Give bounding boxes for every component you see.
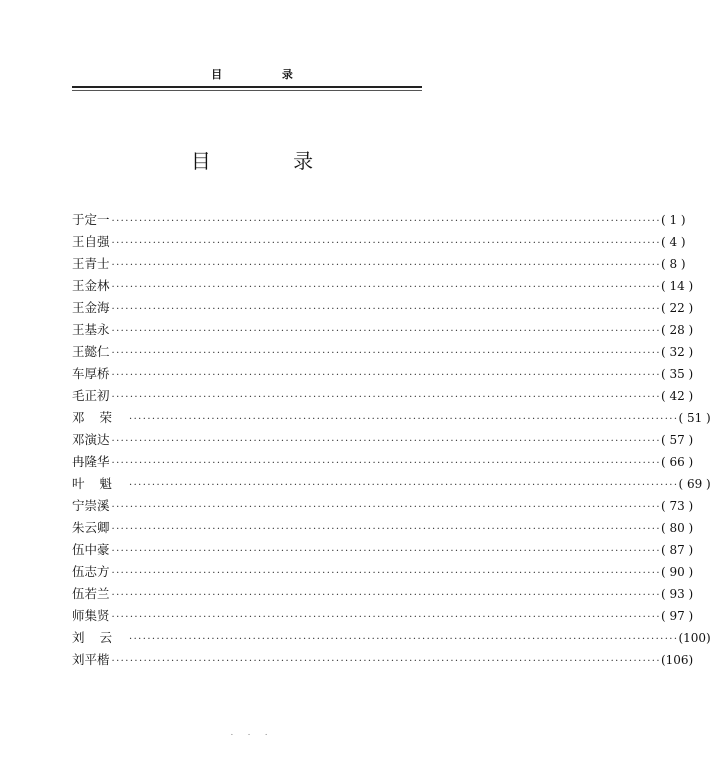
toc-entry-page: ( 22 ) — [660, 301, 694, 315]
toc-entry-page: (106) — [660, 653, 694, 667]
toc-dot-leader: ························································································································ — [111, 568, 661, 579]
toc-entry-page: ( 1 ) — [660, 213, 686, 227]
toc-dot-leader: ························································································································ — [111, 326, 661, 337]
toc-dot-leader: ························································································································ — [111, 260, 661, 271]
toc-entry[interactable] — [72, 650, 694, 672]
toc-entry[interactable] — [72, 276, 694, 298]
toc-entry-page: ( 8 ) — [660, 257, 686, 271]
toc-entry-name: 伍志方 — [72, 564, 110, 579]
header-rule-thin — [72, 90, 422, 91]
toc-entry-name: 于定一 — [72, 212, 110, 227]
footer-marks: . . . — [230, 728, 274, 737]
toc-entry[interactable] — [72, 408, 711, 430]
toc-dot-leader: ························································································································ — [111, 370, 661, 381]
toc-entry[interactable] — [72, 298, 694, 320]
toc-dot-leader: ························································································································ — [111, 524, 661, 535]
toc-entry-name: 叶魁 — [72, 476, 128, 491]
page-title: 目 录 — [190, 149, 352, 173]
toc-entry-page: ( 14 ) — [660, 279, 694, 293]
toc-dot-leader: ························································································································ — [111, 348, 661, 359]
toc-entry[interactable] — [72, 320, 694, 342]
toc-dot-leader: ························································································································ — [111, 216, 661, 227]
toc-entry-name: 刘云 — [72, 630, 128, 645]
toc-entry[interactable] — [72, 430, 694, 452]
toc-entry-name: 刘平楷 — [72, 652, 110, 667]
toc-dot-leader: ························································································································ — [111, 612, 661, 623]
toc-entry-page: ( 87 ) — [660, 543, 694, 557]
toc-entry-name: 冉隆华 — [72, 454, 110, 469]
toc-entry-page: ( 69 ) — [678, 477, 711, 491]
toc-entry[interactable] — [72, 254, 686, 276]
toc-entry[interactable] — [72, 584, 694, 606]
toc-dot-leader: ························································································································ — [111, 304, 661, 315]
toc-entry-page: ( 73 ) — [660, 499, 694, 513]
toc-entry-page: ( 80 ) — [660, 521, 694, 535]
toc-entry-name: 宁崇溪 — [72, 498, 110, 513]
toc-dot-leader: ························································································································ — [129, 480, 679, 491]
toc-entry-page: ( 35 ) — [660, 367, 694, 381]
toc-entry-name: 邓演达 — [72, 432, 110, 447]
toc-entry-name: 王懿仁 — [72, 344, 110, 359]
toc-dot-leader: ························································································································ — [111, 546, 661, 557]
toc-entry-page: ( 90 ) — [660, 565, 694, 579]
toc-dot-leader: ························································································································ — [111, 590, 661, 601]
toc-entry-page: ( 97 ) — [660, 609, 694, 623]
toc-entry-page: ( 51 ) — [678, 411, 711, 425]
toc-entry-page: ( 42 ) — [660, 389, 694, 403]
toc-dot-leader: ························································································································ — [129, 414, 679, 425]
toc-entry[interactable] — [72, 606, 694, 628]
toc-entry-name: 伍若兰 — [72, 586, 110, 601]
toc-entry-page: ( 4 ) — [660, 235, 686, 249]
toc-entry-name: 王金林 — [72, 278, 110, 293]
toc-entry-page: ( 57 ) — [660, 433, 694, 447]
toc-dot-leader: ························································································································ — [111, 436, 661, 447]
toc-entry[interactable] — [72, 540, 694, 562]
toc-dot-leader: ························································································································ — [111, 458, 661, 469]
running-head: 目 录 — [211, 68, 321, 81]
toc-entry-page: (100) — [678, 631, 711, 645]
toc-entry[interactable] — [72, 628, 711, 650]
toc-entry[interactable] — [72, 474, 711, 496]
toc-entry[interactable] — [72, 496, 694, 518]
toc-entry-name: 师集贤 — [72, 608, 110, 623]
toc-entry[interactable] — [72, 562, 694, 584]
toc-entry-page: ( 28 ) — [660, 323, 694, 337]
toc-entry[interactable] — [72, 518, 694, 540]
toc-dot-leader: ························································································································ — [111, 502, 661, 513]
toc-dot-leader: ························································································································ — [111, 282, 661, 293]
toc-dot-leader: ························································································································ — [111, 238, 661, 249]
toc-entry-name: 伍中豪 — [72, 542, 110, 557]
toc-entry-name: 王自强 — [72, 234, 110, 249]
toc-entry[interactable] — [72, 232, 686, 254]
toc-entry[interactable] — [72, 452, 694, 474]
toc-dot-leader: ························································································································ — [111, 656, 661, 667]
table-of-contents — [72, 210, 711, 672]
toc-dot-leader: ························································································································ — [111, 392, 661, 403]
toc-entry-name: 毛正初 — [72, 388, 110, 403]
header-rule-thick — [72, 86, 422, 88]
toc-entry-page: ( 93 ) — [660, 587, 694, 601]
toc-entry-name: 朱云卿 — [72, 520, 110, 535]
toc-entry[interactable] — [72, 386, 694, 408]
toc-entry[interactable] — [72, 342, 694, 364]
toc-entry-name: 王金海 — [72, 300, 110, 315]
toc-entry-name: 车厚桥 — [72, 366, 110, 381]
toc-entry[interactable] — [72, 210, 686, 232]
toc-entry-page: ( 32 ) — [660, 345, 694, 359]
toc-entry-name: 王青士 — [72, 256, 110, 271]
toc-entry-page: ( 66 ) — [660, 455, 694, 469]
toc-dot-leader: ························································································································ — [129, 634, 679, 645]
toc-entry[interactable] — [72, 364, 694, 386]
toc-entry-name: 邓荣 — [72, 410, 128, 425]
toc-entry-name: 王基永 — [72, 322, 110, 337]
